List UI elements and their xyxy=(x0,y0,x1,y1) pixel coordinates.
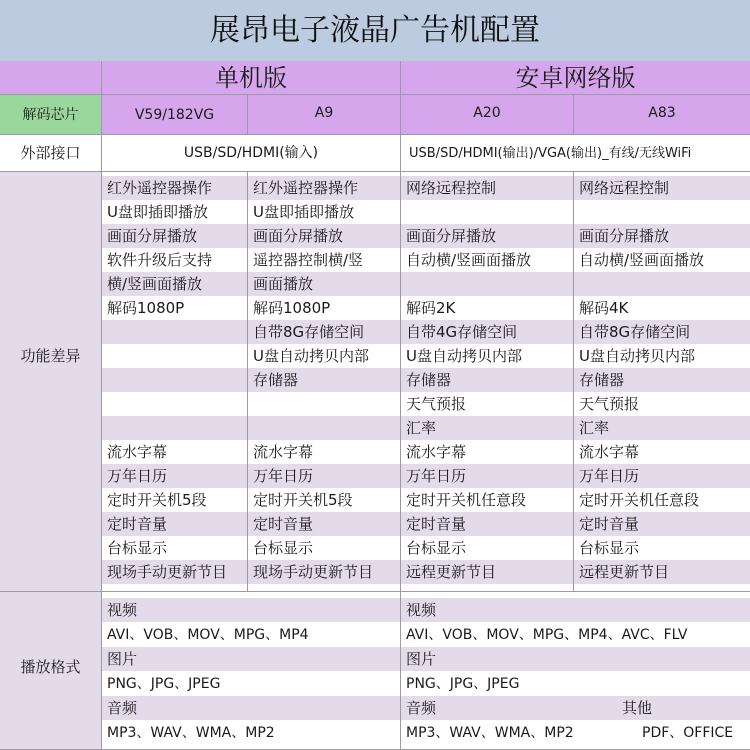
feature-cell: U盘即插即播放 xyxy=(253,203,354,221)
format-line: PNG、JPG、JPEG xyxy=(406,675,520,692)
feature-cell: 遥控器控制横/竖 xyxy=(253,251,364,269)
format-line: 图片 xyxy=(400,647,750,671)
feature-cell: 网络远程控制 xyxy=(400,176,573,200)
feature-cell: 解码1080P xyxy=(107,299,185,317)
feature-cell: 台标显示 xyxy=(107,539,168,557)
chip-model: A9 xyxy=(247,95,400,135)
feature-cell: 画面分屏播放 xyxy=(247,224,400,248)
feature-cell: U盘自动拷贝内部 xyxy=(579,347,695,365)
feature-cell: 现场手动更新节目 xyxy=(101,560,247,584)
feature-cell xyxy=(573,200,750,224)
feature-cell: 万年日历 xyxy=(247,464,400,488)
format-line: MP3、WAV、WMA、MP2 xyxy=(107,724,275,741)
other-format-value: PDF、OFFICE xyxy=(642,724,734,741)
chip-model: A20 xyxy=(400,95,573,135)
format-line: 图片 xyxy=(101,647,400,671)
format-line: MP3、WAV、WMA、MP2 xyxy=(406,724,574,741)
format-line: 音频 xyxy=(400,696,750,720)
feature-cell: U盘即插即播放 xyxy=(107,203,208,221)
feature-cell: 流水字幕 xyxy=(107,443,168,461)
format-line: AVI、VOB、MOV、MPG、MP4 xyxy=(107,626,309,643)
feature-cell: 自动横/竖画面播放 xyxy=(579,251,705,269)
format-line: 视频 xyxy=(101,598,400,622)
feature-cell: 定时开关机5段 xyxy=(107,491,207,509)
feature-cell: U盘自动拷贝内部 xyxy=(247,344,400,368)
feature-cell: U盘自动拷贝内部 xyxy=(406,347,522,365)
feature-cell: 画面分屏播放 xyxy=(400,224,573,248)
feature-cell: 流水字幕 xyxy=(247,440,400,464)
feature-cell xyxy=(400,200,573,224)
features-label: 功能差异 xyxy=(0,172,101,592)
feature-cell xyxy=(400,272,573,296)
ports-android: USB/SD/HDMI(输出)/VGA(输出)_有线/无线WiFi xyxy=(400,135,750,172)
feature-cell: 自动横/竖画面播放 xyxy=(406,251,532,269)
feature-cell xyxy=(101,416,247,440)
feature-cell xyxy=(573,272,750,296)
feature-cell: 汇率 xyxy=(573,416,750,440)
header-android: 安卓网络版 xyxy=(400,61,750,95)
chip-model: A83 xyxy=(573,95,750,135)
chip-label: 解码芯片 xyxy=(0,95,101,135)
feature-cell: 定时音量 xyxy=(573,512,750,536)
feature-cell: 流水字幕 xyxy=(579,443,640,461)
feature-cell: 定时音量 xyxy=(247,512,400,536)
formats-label: 播放格式 xyxy=(0,592,101,750)
feature-cell: 自带8G存储空间 xyxy=(247,320,400,344)
feature-cell: 定时开关机任意段 xyxy=(579,491,700,509)
feature-cell: 红外遥控器操作 xyxy=(247,176,400,200)
format-line: 音频 xyxy=(101,696,400,720)
header-single: 单机版 xyxy=(101,61,400,95)
page-title: 展昂电子液晶广告机配置 xyxy=(0,0,750,62)
format-line: 视频 xyxy=(400,598,750,622)
feature-cell xyxy=(101,344,247,368)
feature-cell: 存储器 xyxy=(247,368,400,392)
feature-cell: 网络远程控制 xyxy=(573,176,750,200)
feature-cell: 天气预报 xyxy=(579,395,640,413)
ports-single: USB/SD/HDMI(输入) xyxy=(101,135,400,172)
feature-cell: 画面分屏播放 xyxy=(573,224,750,248)
feature-cell: 解码4K xyxy=(579,299,629,317)
feature-cell: 自带8G存储空间 xyxy=(573,320,750,344)
feature-cell: 解码2K xyxy=(406,299,456,317)
feature-cell: 台标显示 xyxy=(579,539,640,557)
feature-cell: 横/竖画面播放 xyxy=(101,272,247,296)
feature-cell xyxy=(101,320,247,344)
feature-cell: 定时音量 xyxy=(400,512,573,536)
format-line: AVI、VOB、MOV、MPG、MP4、AVC、FLV xyxy=(406,626,688,643)
feature-cell: 软件升级后支持 xyxy=(107,251,213,269)
feature-cell xyxy=(101,392,247,416)
feature-cell: 流水字幕 xyxy=(406,443,467,461)
feature-cell: 自带4G存储空间 xyxy=(400,320,573,344)
feature-cell: 定时音量 xyxy=(101,512,247,536)
feature-cell xyxy=(247,416,400,440)
feature-cell xyxy=(101,368,247,392)
feature-cell: 台标显示 xyxy=(247,536,400,560)
chip-model: V59/182VG xyxy=(101,95,247,135)
other-format-label: 其他 xyxy=(622,699,653,717)
header-corner xyxy=(0,61,101,95)
ports-label: 外部接口 xyxy=(0,135,101,172)
feature-cell xyxy=(247,392,400,416)
feature-cell: 天气预报 xyxy=(406,395,467,413)
feature-cell: 定时开关机任意段 xyxy=(406,491,527,509)
feature-cell: 画面播放 xyxy=(247,272,400,296)
format-line: PNG、JPG、JPEG xyxy=(107,675,221,692)
feature-cell: 现场手动更新节目 xyxy=(247,560,400,584)
feature-cell: 远程更新节目 xyxy=(573,560,750,584)
feature-cell: 定时开关机5段 xyxy=(247,488,400,512)
feature-cell: 万年日历 xyxy=(101,464,247,488)
feature-cell: 远程更新节目 xyxy=(400,560,573,584)
feature-cell: 台标显示 xyxy=(406,539,467,557)
feature-cell: 红外遥控器操作 xyxy=(101,176,247,200)
feature-cell: 汇率 xyxy=(400,416,573,440)
feature-cell: 存储器 xyxy=(400,368,573,392)
feature-cell: 画面分屏播放 xyxy=(101,224,247,248)
feature-cell: 存储器 xyxy=(573,368,750,392)
feature-cell: 万年日历 xyxy=(400,464,573,488)
feature-cell: 解码1080P xyxy=(253,299,331,317)
feature-cell: 万年日历 xyxy=(573,464,750,488)
